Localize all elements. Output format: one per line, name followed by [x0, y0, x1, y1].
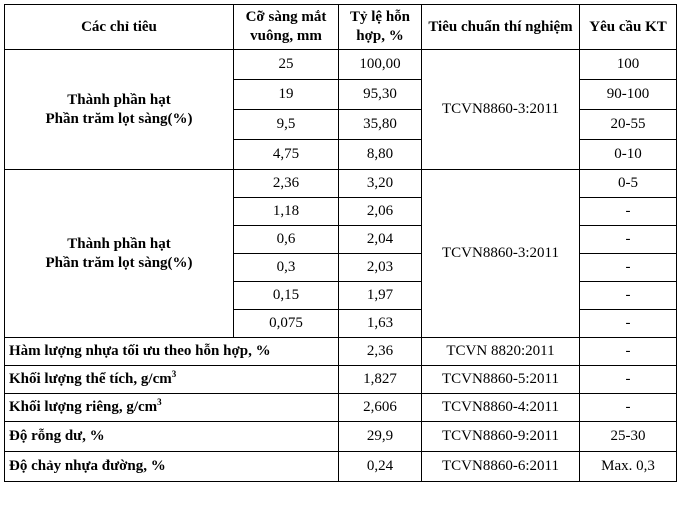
mix-ratio-cell: 8,80 — [339, 140, 422, 170]
mix-ratio-cell: 95,30 — [339, 80, 422, 110]
property-name — [5, 338, 339, 366]
requirement-cell: 90-100 — [580, 80, 677, 110]
property-standard: TCVN8860-5:2011 — [422, 366, 580, 394]
group1-label-line2: Phần trăm lọt sàng(%) — [45, 110, 193, 127]
sieve-size-cell: 0,075 — [234, 310, 339, 338]
requirement-cell: 0-5 — [580, 170, 677, 198]
group1-standard: TCVN8860-3:2011 — [422, 50, 580, 170]
property-name — [5, 366, 339, 394]
property-name-text: Hàm lượng nhựa tối ưu theo hỗn hợp, % — [9, 343, 271, 359]
header-sieve-size: Cỡ sàng mắt vuông, mm — [234, 5, 339, 50]
mix-ratio-cell: 2,03 — [339, 254, 422, 282]
property-requirement: - — [580, 394, 677, 422]
mix-ratio-cell: 2,06 — [339, 198, 422, 226]
property-requirement: - — [580, 366, 677, 394]
header-mix-ratio: Tỷ lệ hỗn hợp, % — [339, 5, 422, 50]
sieve-size-cell: 0,6 — [234, 226, 339, 254]
property-value: 2,36 — [339, 338, 422, 366]
header-row — [5, 5, 677, 50]
table-row — [5, 50, 677, 80]
requirement-cell: 20-55 — [580, 110, 677, 140]
property-name — [5, 422, 339, 452]
requirement-cell: - — [580, 282, 677, 310]
mix-ratio-cell: 3,20 — [339, 170, 422, 198]
header-criteria: Các chỉ tiêu — [5, 5, 234, 50]
requirement-cell: 100 — [580, 50, 677, 80]
table-row — [5, 366, 677, 394]
mix-ratio-cell: 1,97 — [339, 282, 422, 310]
table-row — [5, 394, 677, 422]
requirement-cell: - — [580, 254, 677, 282]
sieve-size-cell: 25 — [234, 50, 339, 80]
property-requirement: Max. 0,3 — [580, 452, 677, 482]
property-value: 0,24 — [339, 452, 422, 482]
sieve-size-cell: 4,75 — [234, 140, 339, 170]
requirement-cell: 0-10 — [580, 140, 677, 170]
group2-standard: TCVN8860-3:2011 — [422, 170, 580, 338]
requirement-cell: - — [580, 310, 677, 338]
property-value: 1,827 — [339, 366, 422, 394]
group2-label-line1: Thành phần hạt — [67, 235, 171, 252]
property-name-text: Độ rỗng dư, % — [9, 428, 105, 444]
specification-table — [4, 4, 677, 482]
property-name-text: Khối lượng thể tích, g/cm — [9, 371, 172, 387]
requirement-cell: - — [580, 226, 677, 254]
property-requirement: - — [580, 338, 677, 366]
property-name-text: Khối lượng riêng, g/cm — [9, 399, 158, 415]
requirement-cell: - — [580, 198, 677, 226]
property-name — [5, 394, 339, 422]
header-test-standard: Tiêu chuẩn thí nghiệm — [422, 5, 580, 50]
property-standard: TCVN8860-4:2011 — [422, 394, 580, 422]
table-row — [5, 170, 677, 198]
property-name — [5, 452, 339, 482]
group2-label — [5, 170, 234, 338]
unit-superscript: 3 — [157, 397, 162, 407]
property-value: 29,9 — [339, 422, 422, 452]
sieve-size-cell: 1,18 — [234, 198, 339, 226]
property-value: 2,606 — [339, 394, 422, 422]
property-name-text: Độ chảy nhựa đường, % — [9, 458, 166, 474]
mix-ratio-cell: 2,04 — [339, 226, 422, 254]
property-standard: TCVN 8820:2011 — [422, 338, 580, 366]
unit-superscript: 3 — [171, 369, 177, 379]
mix-ratio-cell: 35,80 — [339, 110, 422, 140]
property-standard: TCVN8860-9:2011 — [422, 422, 580, 452]
sieve-size-cell: 19 — [234, 80, 339, 110]
sieve-size-cell: 0,3 — [234, 254, 339, 282]
mix-ratio-cell: 1,63 — [339, 310, 422, 338]
group1-label-line1: Thành phần hạt — [67, 91, 171, 108]
mix-ratio-cell: 100,00 — [339, 50, 422, 80]
table-row — [5, 422, 677, 452]
header-requirement: Yêu cầu KT — [580, 5, 677, 50]
table-row — [5, 338, 677, 366]
property-requirement: 25-30 — [580, 422, 677, 452]
property-standard: TCVN8860-6:2011 — [422, 452, 580, 482]
sieve-size-cell: 0,15 — [234, 282, 339, 310]
sieve-size-cell: 9,5 — [234, 110, 339, 140]
group1-label — [5, 50, 234, 170]
table-row — [5, 452, 677, 482]
group2-label-line2: Phần trăm lọt sàng(%) — [45, 254, 193, 271]
sieve-size-cell: 2,36 — [234, 170, 339, 198]
